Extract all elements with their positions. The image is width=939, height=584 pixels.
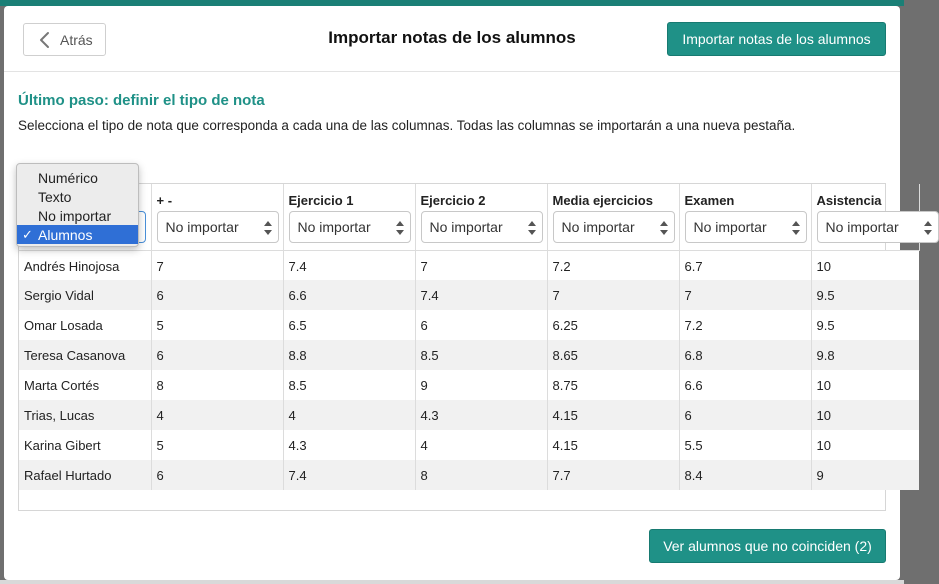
grade-cell: 6.5 — [283, 310, 415, 340]
dropdown-option-numerico[interactable] — [17, 168, 138, 187]
column-type-cell — [283, 210, 415, 250]
column-type-cell — [547, 210, 679, 250]
column-type-select[interactable] — [685, 211, 807, 243]
column-type-select[interactable] — [157, 211, 279, 243]
grade-cell: 8.8 — [283, 340, 415, 370]
grade-cell: 7.7 — [547, 460, 679, 490]
select-arrows-icon — [660, 221, 668, 235]
column-header-row — [19, 184, 919, 210]
select-arrows-icon — [396, 221, 404, 235]
grade-cell: 4.15 — [547, 400, 679, 430]
grade-cell: 4 — [151, 400, 283, 430]
option-label: Alumnos — [38, 226, 93, 243]
column-header: Ejercicio 1 — [283, 184, 415, 210]
import-grades-dialog — [4, 6, 900, 580]
select-value: No importar — [297, 219, 371, 235]
column-type-cell — [415, 210, 547, 250]
option-label: Texto — [38, 188, 72, 205]
table-row — [19, 370, 919, 400]
grade-cell: 4 — [415, 430, 547, 460]
grade-cell: 6.25 — [547, 310, 679, 340]
grade-cell: 10 — [811, 400, 919, 430]
grade-cell: 7.4 — [283, 250, 415, 280]
select-value: No importar — [429, 219, 503, 235]
back-button-label: Atrás — [60, 31, 93, 48]
column-header: Ejercicio 2 — [415, 184, 547, 210]
select-value: No importar — [693, 219, 767, 235]
select-value: No importar — [825, 219, 899, 235]
chevron-left-icon — [38, 31, 52, 49]
grade-cell: 7 — [151, 250, 283, 280]
student-name-cell: Rafael Hurtado — [19, 460, 151, 490]
grade-cell: 9.5 — [811, 310, 919, 340]
student-name-cell: Trias, Lucas — [19, 400, 151, 430]
grade-cell: 8.65 — [547, 340, 679, 370]
grade-cell: 8 — [151, 370, 283, 400]
grade-cell: 7.2 — [679, 310, 811, 340]
student-name-cell: Andrés Hinojosa — [19, 250, 151, 280]
grade-cell: 6 — [679, 400, 811, 430]
table-row — [19, 460, 919, 490]
grade-cell: 8.5 — [283, 370, 415, 400]
step-title: Último paso: definir el tipo de nota — [18, 92, 265, 109]
grade-cell: 5 — [151, 430, 283, 460]
grade-cell: 7 — [547, 280, 679, 310]
column-header: Asistencia — [811, 184, 919, 210]
dropdown-option-alumnos[interactable] — [17, 225, 138, 244]
column-type-cell — [811, 210, 919, 250]
grade-cell: 4.3 — [283, 430, 415, 460]
select-arrows-icon — [792, 221, 800, 235]
select-value: No importar — [165, 219, 239, 235]
grade-cell: 8.4 — [679, 460, 811, 490]
grade-cell: 6.6 — [283, 280, 415, 310]
student-name-cell: Marta Cortés — [19, 370, 151, 400]
student-name-cell: Sergio Vidal — [19, 280, 151, 310]
column-type-cell — [679, 210, 811, 250]
column-type-select[interactable] — [553, 211, 675, 243]
column-header: Media ejercicios — [547, 184, 679, 210]
grade-cell: 9 — [811, 460, 919, 490]
grade-cell: 6.7 — [679, 250, 811, 280]
grade-cell: 6 — [151, 340, 283, 370]
grade-cell: 6 — [151, 460, 283, 490]
grade-cell: 7.2 — [547, 250, 679, 280]
column-header: Examen — [679, 184, 811, 210]
column-header: + - — [151, 184, 283, 210]
select-value: No importar — [561, 219, 635, 235]
dropdown-option-no-importar[interactable] — [17, 206, 138, 225]
grade-cell: 4.3 — [415, 400, 547, 430]
grade-cell: 6 — [415, 310, 547, 340]
table-row — [19, 250, 919, 280]
step-description: Selecciona el tipo de nota que corresponda a cada una de las columnas. Todas las columnas se importarán a una nueva pestaña. — [18, 118, 796, 133]
grade-cell: 8.5 — [415, 340, 547, 370]
grade-cell: 4 — [283, 400, 415, 430]
select-arrows-icon — [924, 221, 932, 235]
grade-cell: 7 — [415, 250, 547, 280]
column-type-dropdown-menu — [16, 163, 139, 247]
grade-cell: 9.5 — [811, 280, 919, 310]
checkmark-icon: ✓ — [22, 227, 33, 242]
background-strip — [0, 580, 904, 584]
grade-cell: 4.15 — [547, 430, 679, 460]
grade-cell: 5 — [151, 310, 283, 340]
grade-cell: 9.8 — [811, 340, 919, 370]
grade-cell: 6.8 — [679, 340, 811, 370]
grade-cell: 8.75 — [547, 370, 679, 400]
grade-cell: 10 — [811, 250, 919, 280]
grade-cell: 6.6 — [679, 370, 811, 400]
grade-cell: 10 — [811, 370, 919, 400]
column-type-select[interactable] — [817, 211, 939, 243]
student-name-cell: Karina Gibert — [19, 430, 151, 460]
student-name-cell: Teresa Casanova — [19, 340, 151, 370]
option-label: No importar — [38, 207, 112, 224]
column-type-select[interactable] — [421, 211, 543, 243]
student-name-cell: Omar Losada — [19, 310, 151, 340]
column-type-select[interactable] — [289, 211, 411, 243]
view-unmatched-students-button[interactable]: Ver alumnos que no coinciden (2) — [649, 529, 886, 563]
grade-cell: 9 — [415, 370, 547, 400]
grade-cell: 6 — [151, 280, 283, 310]
column-type-row — [19, 210, 919, 250]
dialog-title: Importar notas de los alumnos — [328, 28, 576, 47]
table-row — [19, 340, 919, 370]
grades-table — [19, 184, 920, 490]
grade-cell: 7 — [679, 280, 811, 310]
option-label: Numérico — [38, 169, 98, 186]
back-button[interactable] — [23, 23, 106, 56]
grade-cell: 10 — [811, 430, 919, 460]
grade-cell: 8 — [415, 460, 547, 490]
import-grades-button[interactable]: Importar notas de los alumnos — [667, 22, 886, 56]
dropdown-option-texto[interactable] — [17, 187, 138, 206]
grade-cell: 7.4 — [415, 280, 547, 310]
select-arrows-icon — [528, 221, 536, 235]
table-row — [19, 280, 919, 310]
column-type-cell — [151, 210, 283, 250]
dialog-header — [4, 6, 900, 72]
grade-cell: 5.5 — [679, 430, 811, 460]
grade-cell: 7.4 — [283, 460, 415, 490]
table-row — [19, 310, 919, 340]
table-row — [19, 430, 919, 460]
select-arrows-icon — [264, 221, 272, 235]
table-row — [19, 400, 919, 430]
grades-table-container[interactable] — [18, 183, 899, 511]
